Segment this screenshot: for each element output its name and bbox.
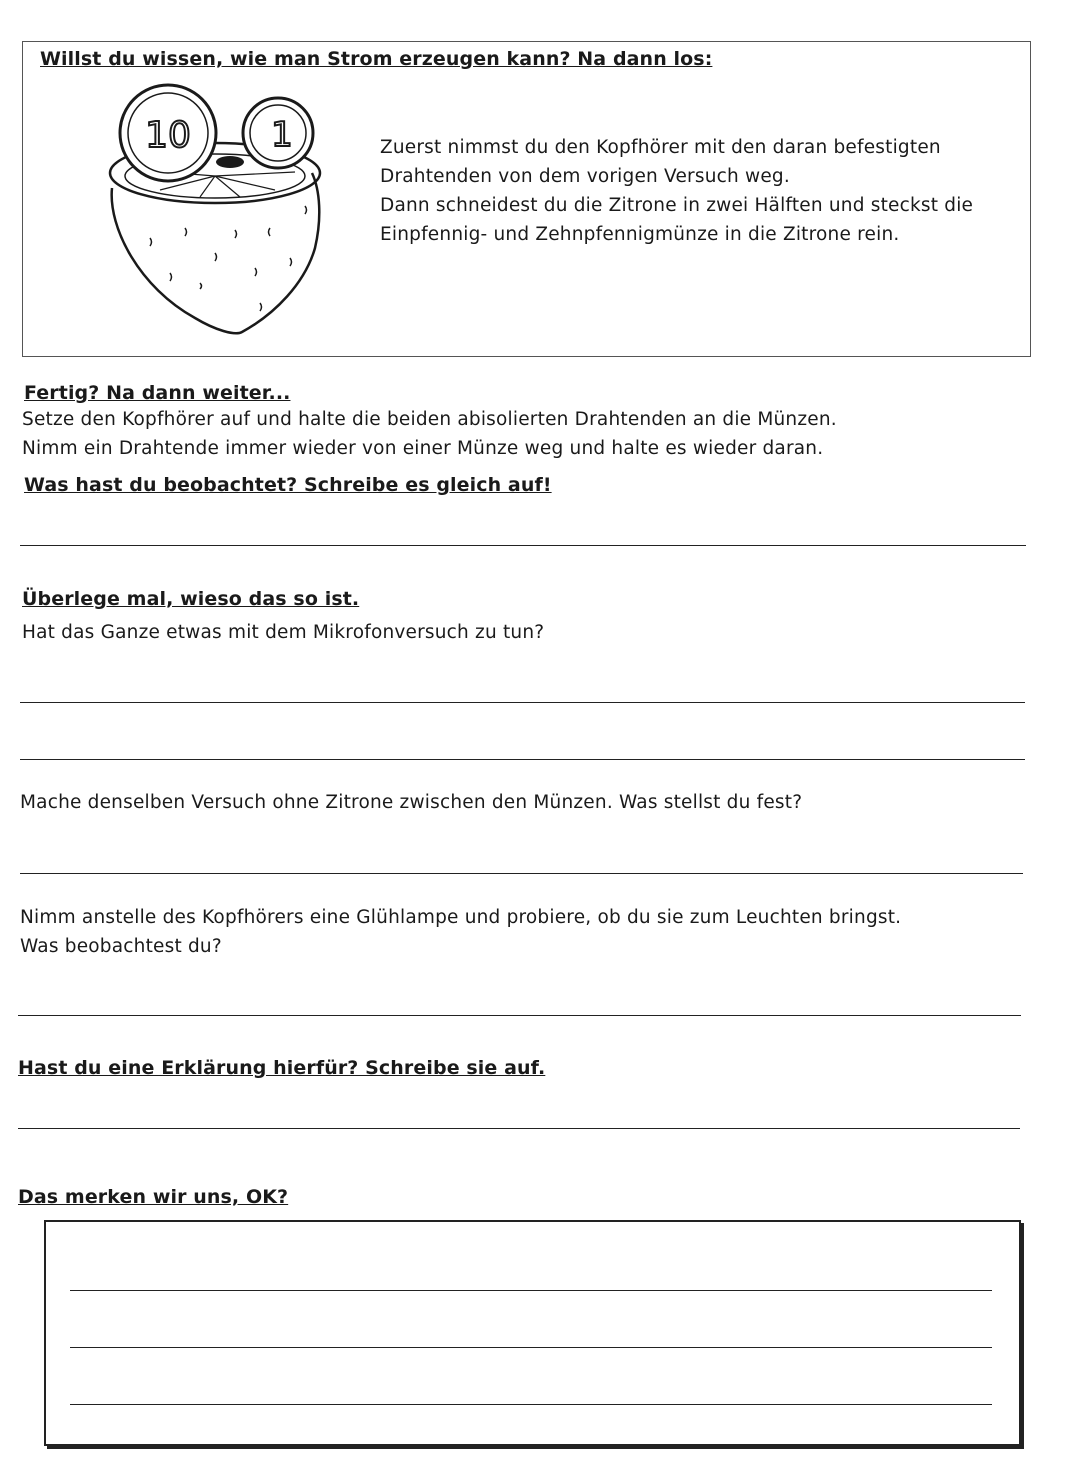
observe-heading: Was hast du beobachtet? Schreibe es gleich auf! <box>24 474 552 496</box>
bulb-line: Nimm anstelle des Kopfhörers eine Glühlampe und probiere, ob du sie zum Leuchten bringst. <box>20 907 902 928</box>
intro-paragraph <box>380 133 973 249</box>
step2-heading: Fertig? Na dann weiter... <box>24 382 291 404</box>
answer-line-reason-2[interactable] <box>20 759 1025 760</box>
lemon-with-coins-illustration <box>100 78 350 338</box>
answer-line-no-lemon[interactable] <box>20 873 1023 874</box>
no-lemon-question: Mache denselben Versuch ohne Zitrone zwischen den Münzen. Was stellst du fest? <box>20 792 803 813</box>
reason-heading: Überlege mal, wieso das so ist. <box>22 588 360 610</box>
summary-heading: Das merken wir uns, OK? <box>18 1186 289 1208</box>
reason-question: Hat das Ganze etwas mit dem Mikrofonversuch zu tun? <box>22 622 545 643</box>
summary-line-1[interactable] <box>70 1290 992 1291</box>
summary-box <box>44 1220 1021 1446</box>
intro-heading: Willst du wissen, wie man Strom erzeugen kann? Na dann los: <box>40 48 713 70</box>
instruction-line: Nimm ein Drahtende immer wieder von einer Münze weg und halte es wieder daran. <box>22 438 824 459</box>
answer-line-reason-1[interactable] <box>20 702 1025 703</box>
intro-line: Drahtenden von dem vorigen Versuch weg. <box>380 166 790 187</box>
instruction-line: Setze den Kopfhörer auf und halte die beiden abisolierten Drahtenden an die Münzen. <box>22 409 837 430</box>
summary-line-3[interactable] <box>70 1404 992 1405</box>
intro-line: Einpfennig- und Zehnpfennigmünze in die Zitrone rein. <box>380 224 900 245</box>
intro-line: Zuerst nimmst du den Kopfhörer mit den daran befestigten <box>380 137 941 158</box>
step2-instructions <box>22 405 837 463</box>
coin-ten-label: 10 <box>145 115 191 156</box>
coin-one-label: 1 <box>271 115 293 155</box>
intro-line: Dann schneidest du die Zitrone in zwei Hälften und steckst die <box>380 195 974 216</box>
answer-line-explain[interactable] <box>18 1128 1020 1129</box>
explain-heading: Hast du eine Erklärung hierfür? Schreibe sie auf. <box>18 1057 546 1079</box>
answer-line-bulb[interactable] <box>18 1015 1021 1016</box>
bulb-line: Was beobachtest du? <box>20 936 222 957</box>
bulb-question <box>20 903 901 961</box>
answer-line-observe[interactable] <box>20 545 1026 546</box>
summary-line-2[interactable] <box>70 1347 992 1348</box>
